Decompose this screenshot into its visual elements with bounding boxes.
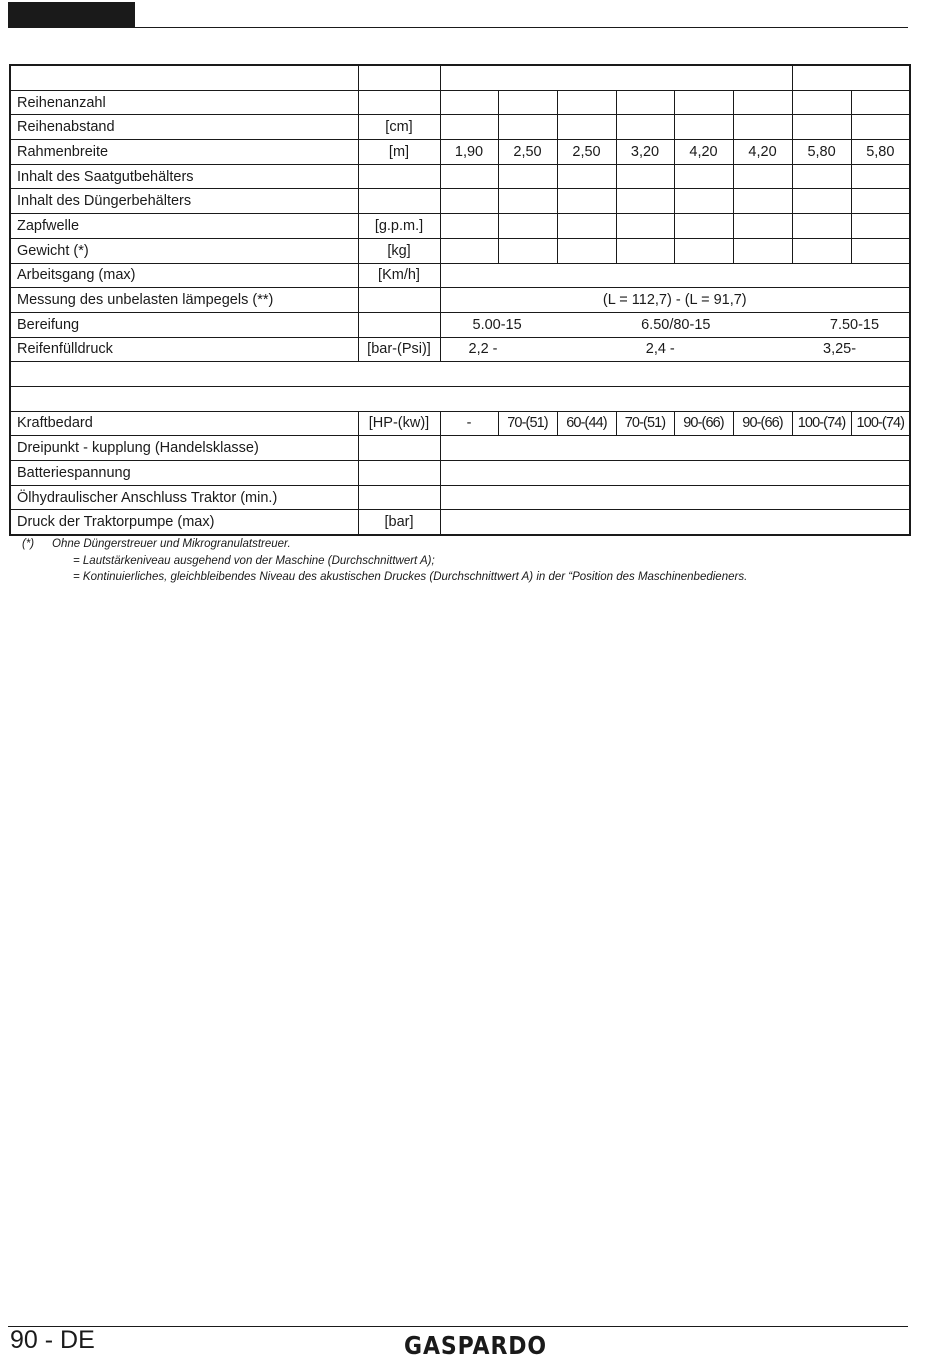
table-row [10,485,910,510]
row-unit: [kg] [358,238,440,263]
value-cell: 4,20 [674,140,733,165]
row-label: Dreipunkt - kupplung (Handelsklasse) [10,436,358,461]
table-row [10,263,910,288]
header-tab [8,2,135,28]
value-cell: 1,90 [440,140,498,165]
tyre-value: 7.50-15 [829,316,880,333]
table-row [10,288,910,313]
table-header-row [10,65,910,90]
table-row [10,214,910,239]
row-label: Bereifung [10,312,358,337]
footnote-1 [22,536,747,553]
row-unit: [g.p.m.] [358,214,440,239]
value-cell: - [440,411,498,436]
pressure-values [440,337,910,362]
table-row [10,164,910,189]
row-unit: [cm] [358,115,440,140]
value-cell: 4,20 [733,140,792,165]
table-row [10,436,910,461]
page-number: 90 - DE [10,1326,95,1354]
noise-value: (L = 112,7) - (L = 91,7) [440,288,910,313]
row-label: Druck der Traktorpumpe (max) [10,510,358,535]
row-label: Messung des unbelasten lämpegels (**) [10,288,358,313]
table-section-row [10,362,910,387]
header-rule [8,27,908,28]
footnotes [22,536,747,586]
table-row [10,312,910,337]
row-label: Rahmenbreite [10,140,358,165]
brand-logo: GASPARDO [404,1331,548,1360]
table-row [10,90,910,115]
table-row [10,411,910,436]
value-cell: 60-(44) [557,411,616,436]
spec-table [9,64,911,536]
row-label: Batteriespannung [10,461,358,486]
footnote-2: = Lautstärkeniveau ausgehend von der Maschine (Durchschnittwert A); [73,554,435,567]
value-cell: 90-(66) [733,411,792,436]
table-row [10,115,910,140]
value-cell: 100-(74) [851,411,910,436]
table-row [10,337,910,362]
value-cell: 5,80 [851,140,910,165]
pressure-value: 3,25- [823,341,857,358]
tyre-value: 6.50/80-15 [641,316,711,333]
row-label: Ölhydraulischer Anschluss Traktor (min.) [10,485,358,510]
value-cell: 70-(51) [498,411,557,436]
row-label: Inhalt des Saatgutbehälters [10,164,358,189]
row-label: Inhalt des Düngerbehälters [10,189,358,214]
footer-rule [8,1326,908,1327]
row-unit: [HP-(kw)] [358,411,440,436]
table-section-row [10,386,910,411]
value-cell: 70-(51) [616,411,674,436]
tyre-values [440,312,910,337]
table-row [10,461,910,486]
value-cell: 3,20 [616,140,674,165]
pressure-value: 2,4 - [645,341,675,358]
row-label: Reifenfülldruck [10,337,358,362]
value-cell: 100-(74) [792,411,851,436]
row-unit: [bar] [358,510,440,535]
footnote-text: Ohne Düngerstreuer und Mikrogranulatstreuer. [52,538,291,550]
row-label: Gewicht (*) [10,238,358,263]
row-label: Zapfwelle [10,214,358,239]
table-row [10,510,910,535]
footnote-3: = Kontinuierliches, gleichbleibendes Niveau des akustischen Druckes (Durchschnittwert A) in der “Position des Maschinenbedieners. [73,571,748,583]
row-label: Reihenanzahl [10,90,358,115]
row-label: Arbeitsgang (max) [10,263,358,288]
value-cell: 5,80 [792,140,851,165]
row-unit: [Km/h] [358,263,440,288]
tyre-value: 5.00-15 [472,316,522,333]
value-cell: 2,50 [557,140,616,165]
table-row [10,238,910,263]
row-unit: [m] [358,140,440,165]
table-row [10,189,910,214]
row-label: Kraftbedard [10,411,358,436]
pressure-value: 2,2 - [468,341,498,358]
row-label: Reihenabstand [10,115,358,140]
footnote-mark: (*) [22,538,35,550]
value-cell: 90-(66) [674,411,733,436]
table-row [10,140,910,165]
row-unit: [bar-(Psi)] [358,337,440,362]
value-cell: 2,50 [498,140,557,165]
